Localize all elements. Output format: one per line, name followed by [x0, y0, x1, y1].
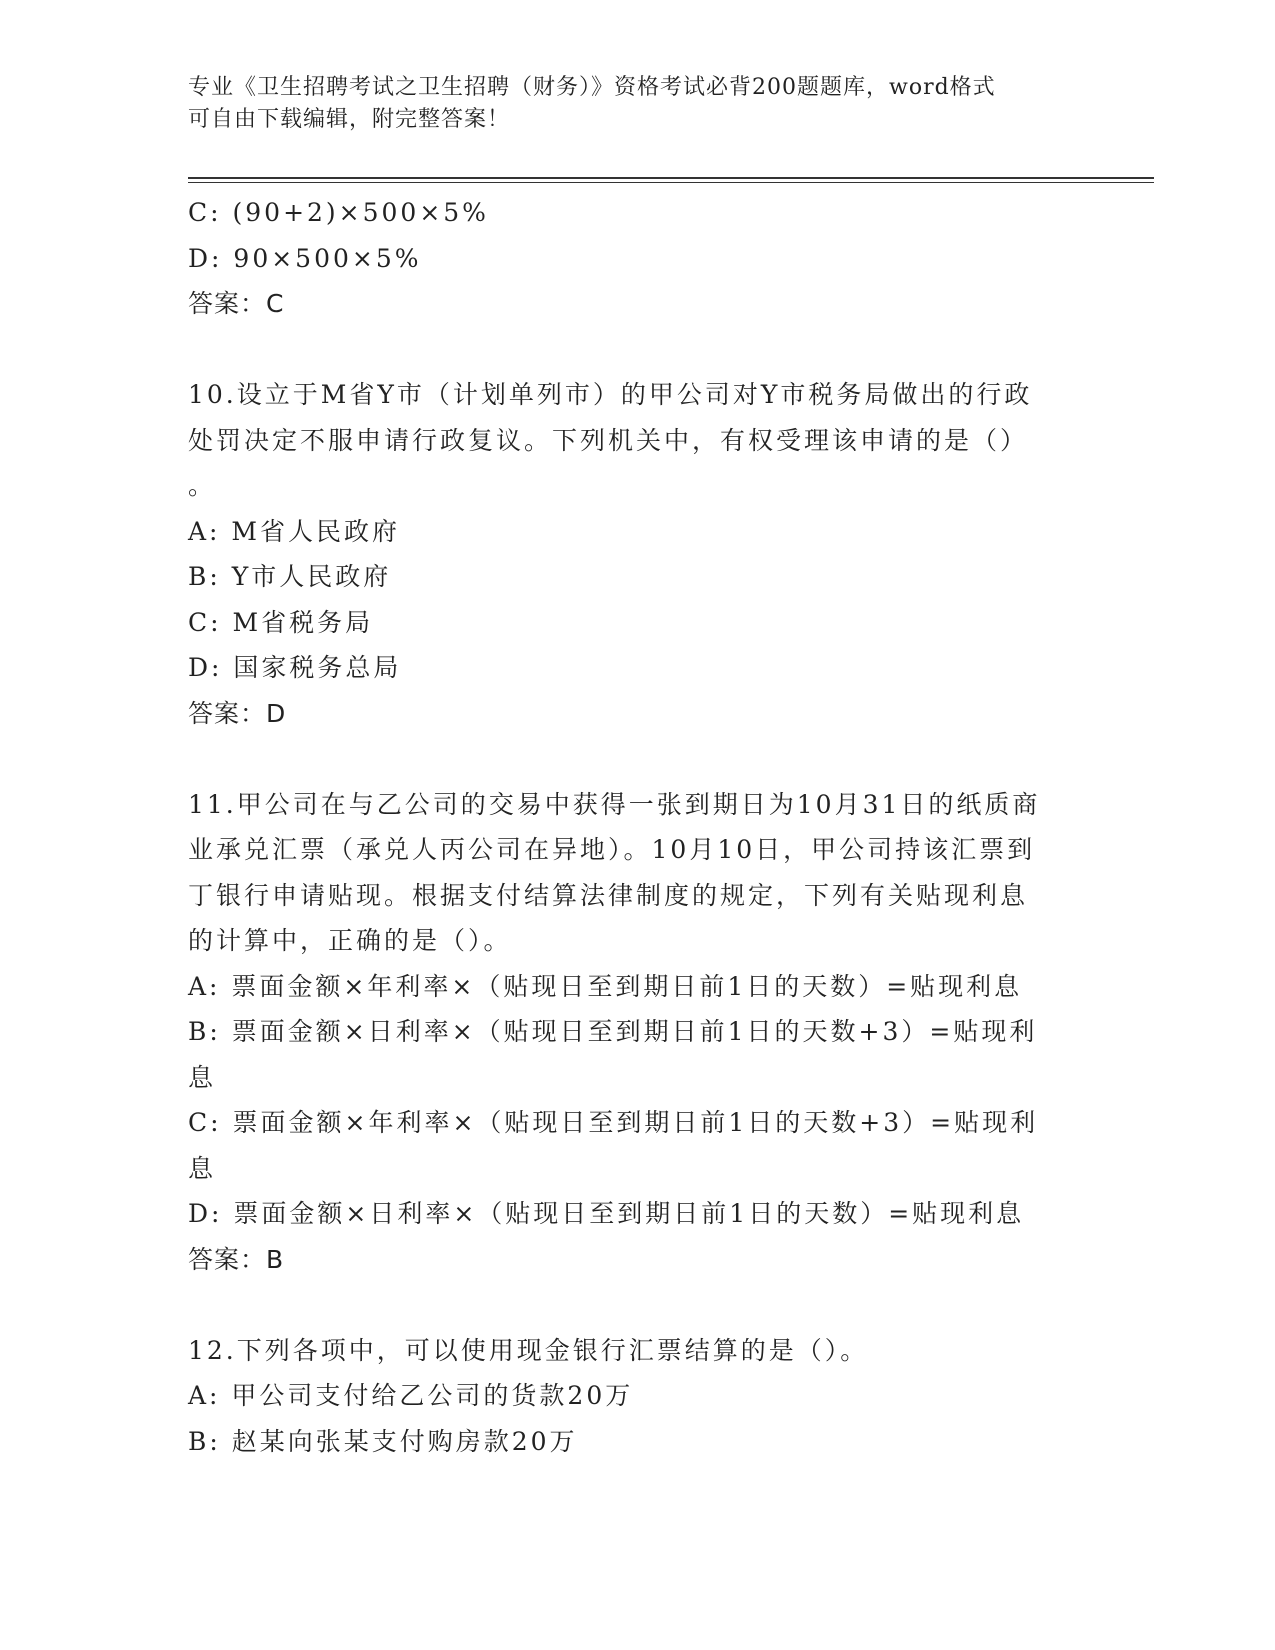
- q11-option-c-line-1: C: 票面金额×年利率×（贴现日至到期日前1日的天数+3）=贴现利: [188, 1108, 1039, 1137]
- q11-stem-line-3: 丁银行申请贴现。根据支付结算法律制度的规定，下列有关贴现利息: [188, 880, 1029, 910]
- question-spacer: [188, 736, 1088, 782]
- q10-option-d: D: 国家税务总局: [188, 653, 402, 682]
- q12-stem-line-1: 12.下列各项中，可以使用现金银行汇票结算的是（）。: [188, 1335, 869, 1365]
- q10-option-c: C: M省税务局: [188, 607, 374, 637]
- q11-option-c-line-2: 息: [188, 1153, 217, 1183]
- document-body: [188, 190, 1088, 1464]
- q11-option-b-line-2: 息: [188, 1062, 217, 1092]
- header-title-line-1: 专业《卫生招聘考试之卫生招聘（财务）》资格考试必背200题题库，word格式: [188, 75, 996, 100]
- q11-answer: 答案：B: [188, 1244, 285, 1274]
- q12-option-b: B: 赵某向张某支付购房款20万: [188, 1426, 578, 1456]
- question-spacer: [188, 327, 1088, 373]
- q10-stem-line-3: 。: [188, 471, 217, 500]
- question-11: [188, 782, 1088, 1283]
- q10-option-a: A: M省人民政府: [188, 516, 401, 546]
- q12-option-a: A: 甲公司支付给乙公司的货款20万: [188, 1381, 634, 1410]
- question-10: [188, 372, 1088, 736]
- header-title-line-2: 可自由下载编辑，附完整答案！: [188, 107, 511, 132]
- q11-stem-line-1: 11.甲公司在与乙公司的交易中获得一张到期日为10月31日的纸质商: [188, 789, 1041, 819]
- q10-option-b: B: Y市人民政府: [188, 562, 392, 591]
- q11-stem-line-4: 的计算中，正确的是（）。: [188, 926, 512, 955]
- header-divider-thin: [188, 182, 1154, 183]
- q10-answer: 答案：D: [188, 698, 287, 728]
- question-spacer: [188, 1282, 1088, 1328]
- q11-stem-line-2: 业承兑汇票（承兑人丙公司在异地）。10月10日，甲公司持该汇票到: [188, 835, 1036, 864]
- question-9-tail: [188, 190, 1088, 327]
- q10-stem-line-1: 10.设立于M省Y市（计划单列市）的甲公司对Y市税务局做出的行政: [188, 380, 1033, 409]
- q10-stem-line-2: 处罚决定不服申请行政复议。下列机关中，有权受理该申请的是（）: [188, 425, 1029, 455]
- header-divider-thick: [188, 177, 1154, 179]
- question-12: [188, 1328, 1088, 1465]
- q11-option-d: D: 票面金额×日利率×（贴现日至到期日前1日的天数）=贴现利息: [188, 1199, 1025, 1228]
- q9-option-c: C: (90+2)×500×5%: [188, 198, 489, 227]
- q11-option-a: A: 票面金额×年利率×（贴现日至到期日前1日的天数）=贴现利息: [188, 971, 1023, 1001]
- q11-option-b-line-1: B: 票面金额×日利率×（贴现日至到期日前1日的天数+3）=贴现利: [188, 1017, 1038, 1046]
- page-header: [188, 72, 1088, 136]
- q9-option-d: D: 90×500×5%: [188, 243, 422, 273]
- q9-answer: 答案：C: [188, 289, 285, 318]
